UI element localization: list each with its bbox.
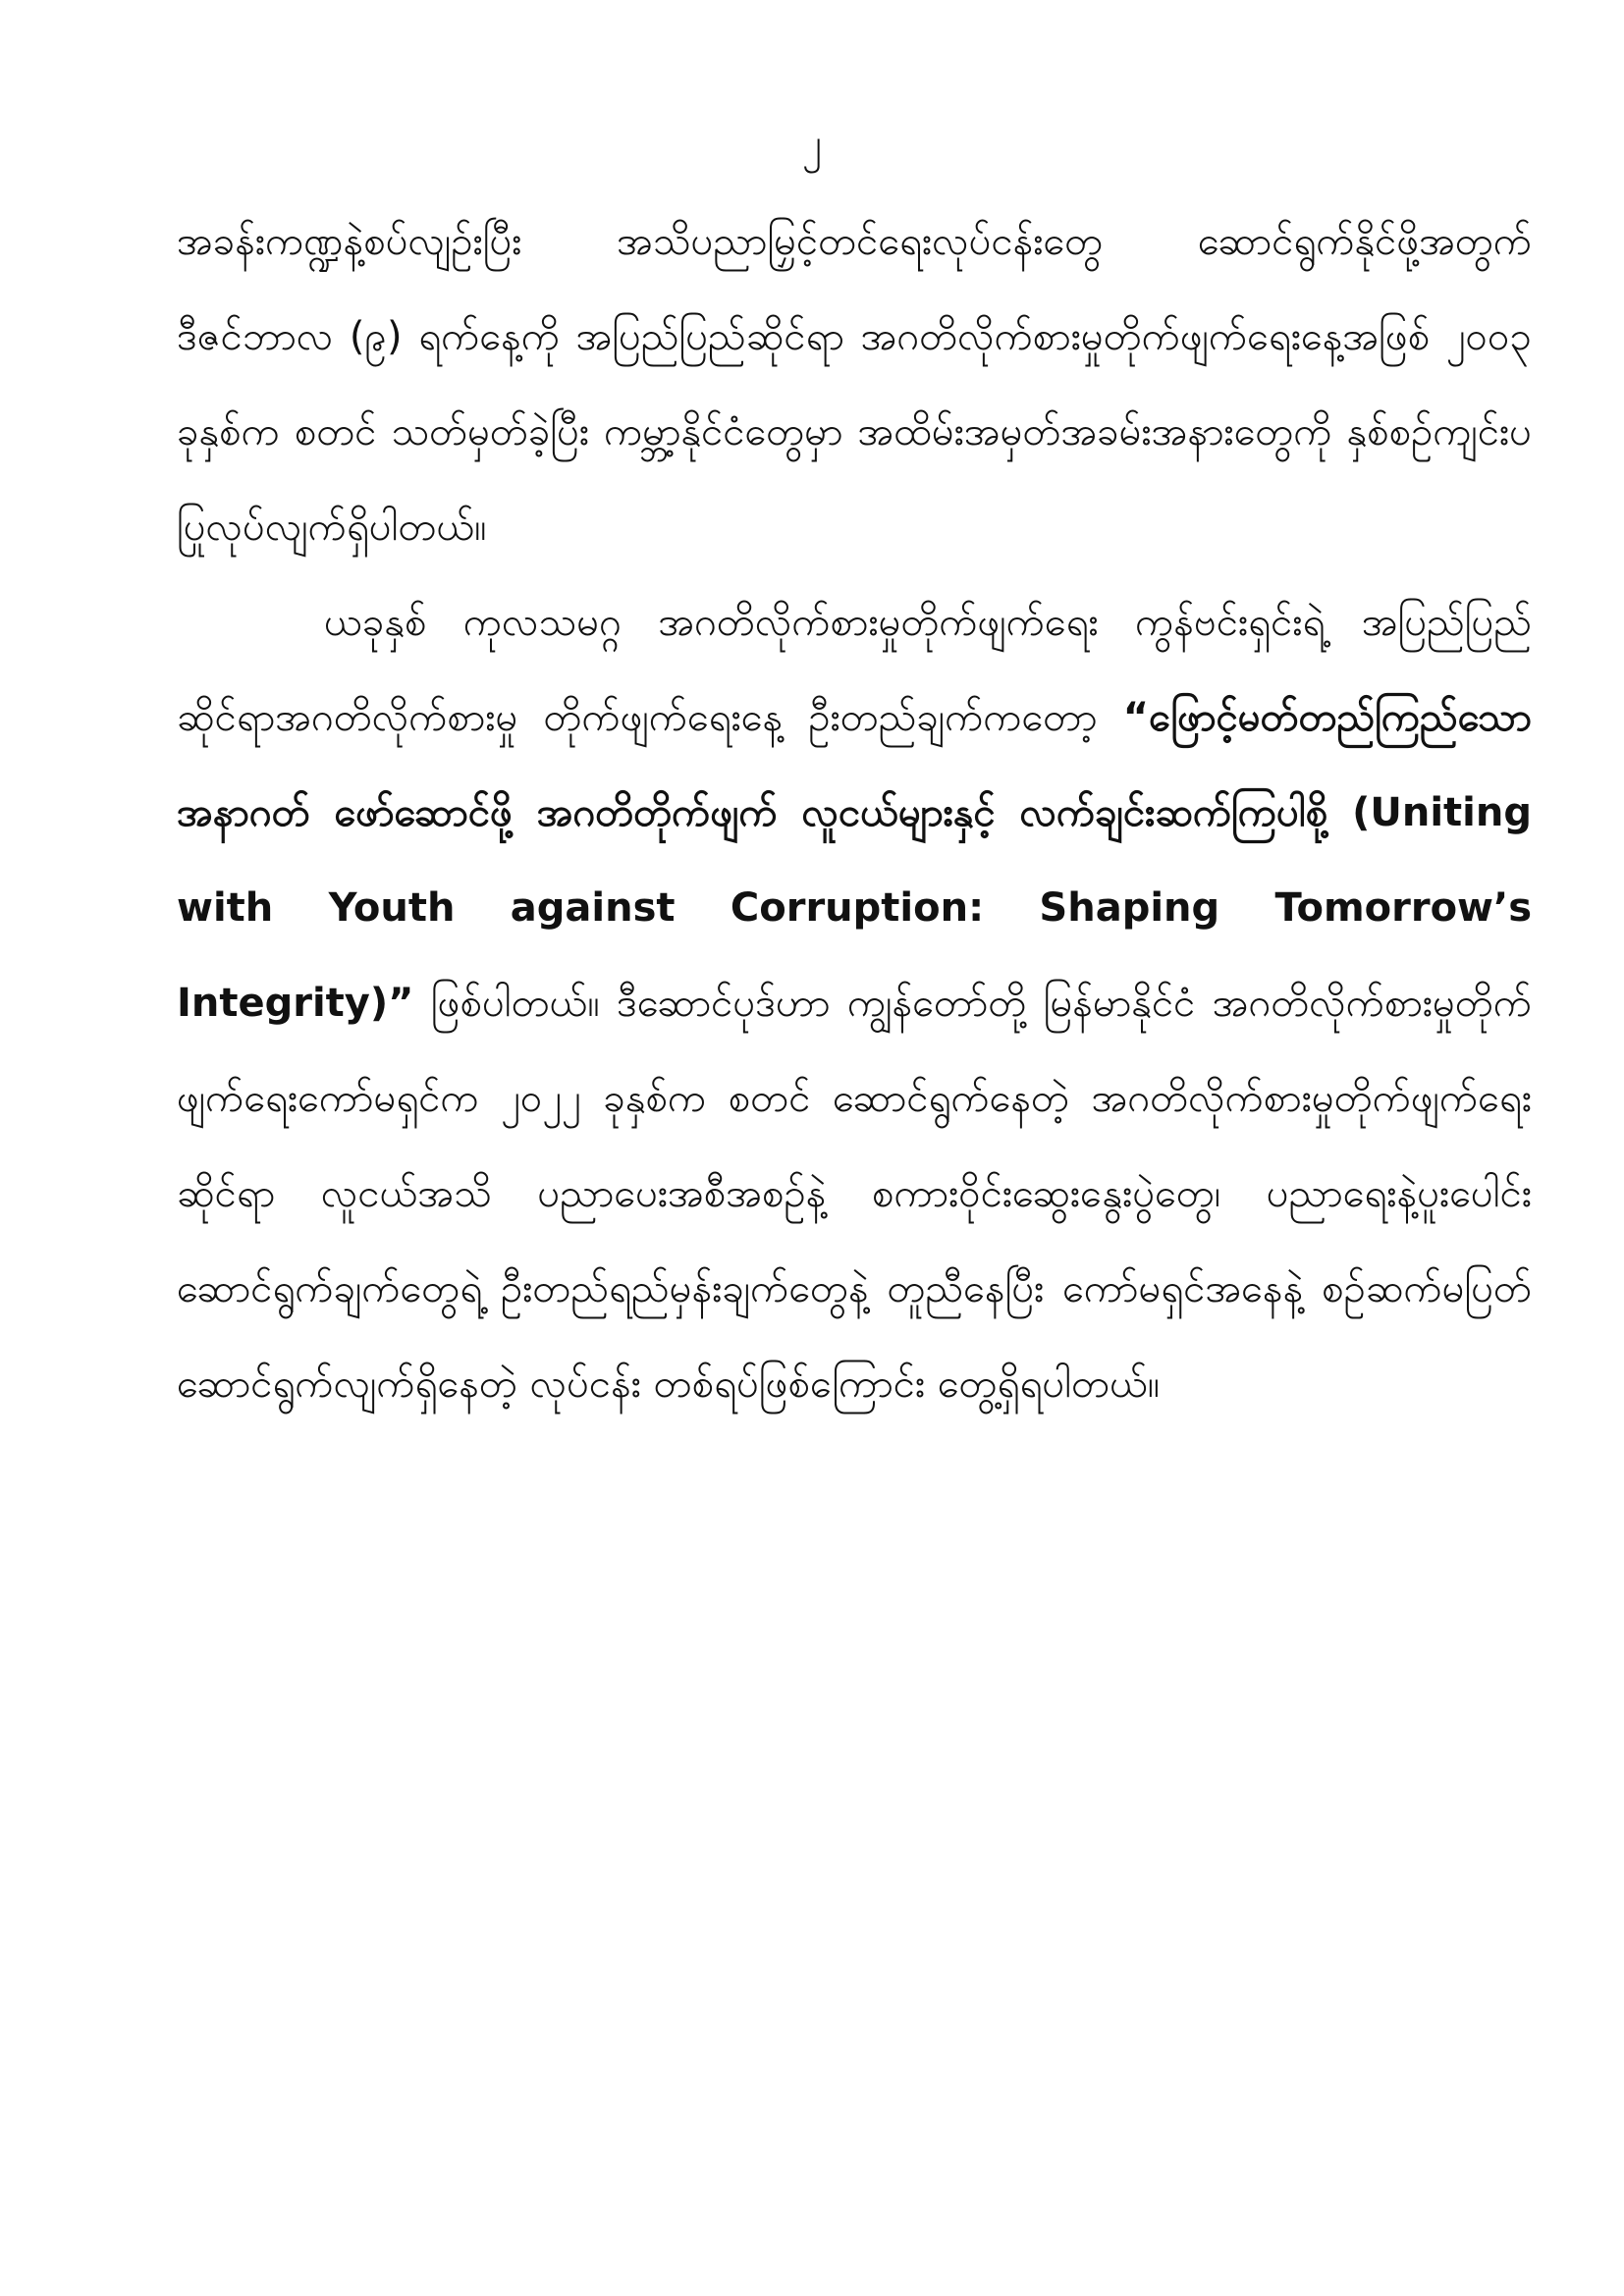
paragraph-1-text: အခန်းကဏ္ဍနဲ့စပ်လျဉ်းပြီး အသိပညာမြှင့်တင်ရေးလုပ်ငန်းတွေ ဆောင်ရွက်နိုင်ဖို့အတွက် ဒီဇင်ဘာလ (၉) ရက်နေ့ကို အပြည်ပြည်ဆိုင်ရာ အဂတိလိုက်စားမှုတိုက်ဖျက်ရေးနေ့အဖြစ် ၂၀၀၃ ခုနှစ်က စတင် သတ်မှတ်ခဲ့ပြီး ကမ္ဘာ့နိုင်ငံတွေမှာ အထိမ်းအမှတ်အခမ်းအနားတွေကို နှစ်စဉ်ကျင်းပပြုလုပ်လျက်ရှိပါတယ်။ (177, 219, 1532, 550)
paragraph-2-body: ဖြစ်ပါတယ်။ ဒီဆောင်ပုဒ်ဟာ ကျွန်တော်တို့ မြန်မာနိုင်ငံ အဂတိလိုက်စားမှုတိုက်ဖျက်ရေးကော်မရှင်က ၂၀၂၂ ခုနှစ်က စတင် ဆောင်ရွက်နေတဲ့ အဂတိလိုက်စားမှုတိုက်ဖျက်ရေးဆိုင်ရာ လူငယ်အသိ ပညာပေးအစီအစဉ်နဲ့ စကားဝိုင်းဆွေးနွေးပွဲတွေ၊ ပညာရေးနဲ့ပူးပေါင်း ဆောင်ရွက်ချက်တွေရဲ့ ဦးတည်ရည်မှန်းချက်တွေနဲ့ တူညီနေပြီး ကော်မရှင်အနေနဲ့ စဉ်ဆက်မပြတ် ဆောင်ရွက်လျက်ရှိနေတဲ့ လုပ်ငန်း တစ်ရပ်ဖြစ်ကြောင်း တွေ့ရှိရပါတယ်။ (177, 981, 1532, 1407)
paragraph-2-intro: ယခုနှစ် ကုလသမဂ္ဂ အဂတိလိုက်စားမှုတိုက်ဖျက်ရေး ကွန်ဗင်းရှင်းရဲ့ အပြည်ပြည်ဆိုင်ရာအဂတိလိုက်စားမှု တိုက်ဖျက်ရေးနေ့ ဦးတည်ချက်ကတော့ (177, 600, 1532, 740)
theme-quote: “ဖြောင့်မတ်တည်ကြည်သော အနာဂတ် ဖော်ဆောင်ဖို့ အဂတိတိုက်ဖျက် လူငယ်များနှင့် လက်ချင်းဆက်ကြပါစို့ (Uniting with Youth against Corruption: Shaping Tomorrow’s Integrity)” (177, 695, 1532, 1026)
page-number: ၂ (802, 121, 822, 166)
paragraph-2 (177, 575, 1532, 1432)
paragraph-1 (177, 194, 1532, 575)
body-text (177, 194, 1532, 1432)
